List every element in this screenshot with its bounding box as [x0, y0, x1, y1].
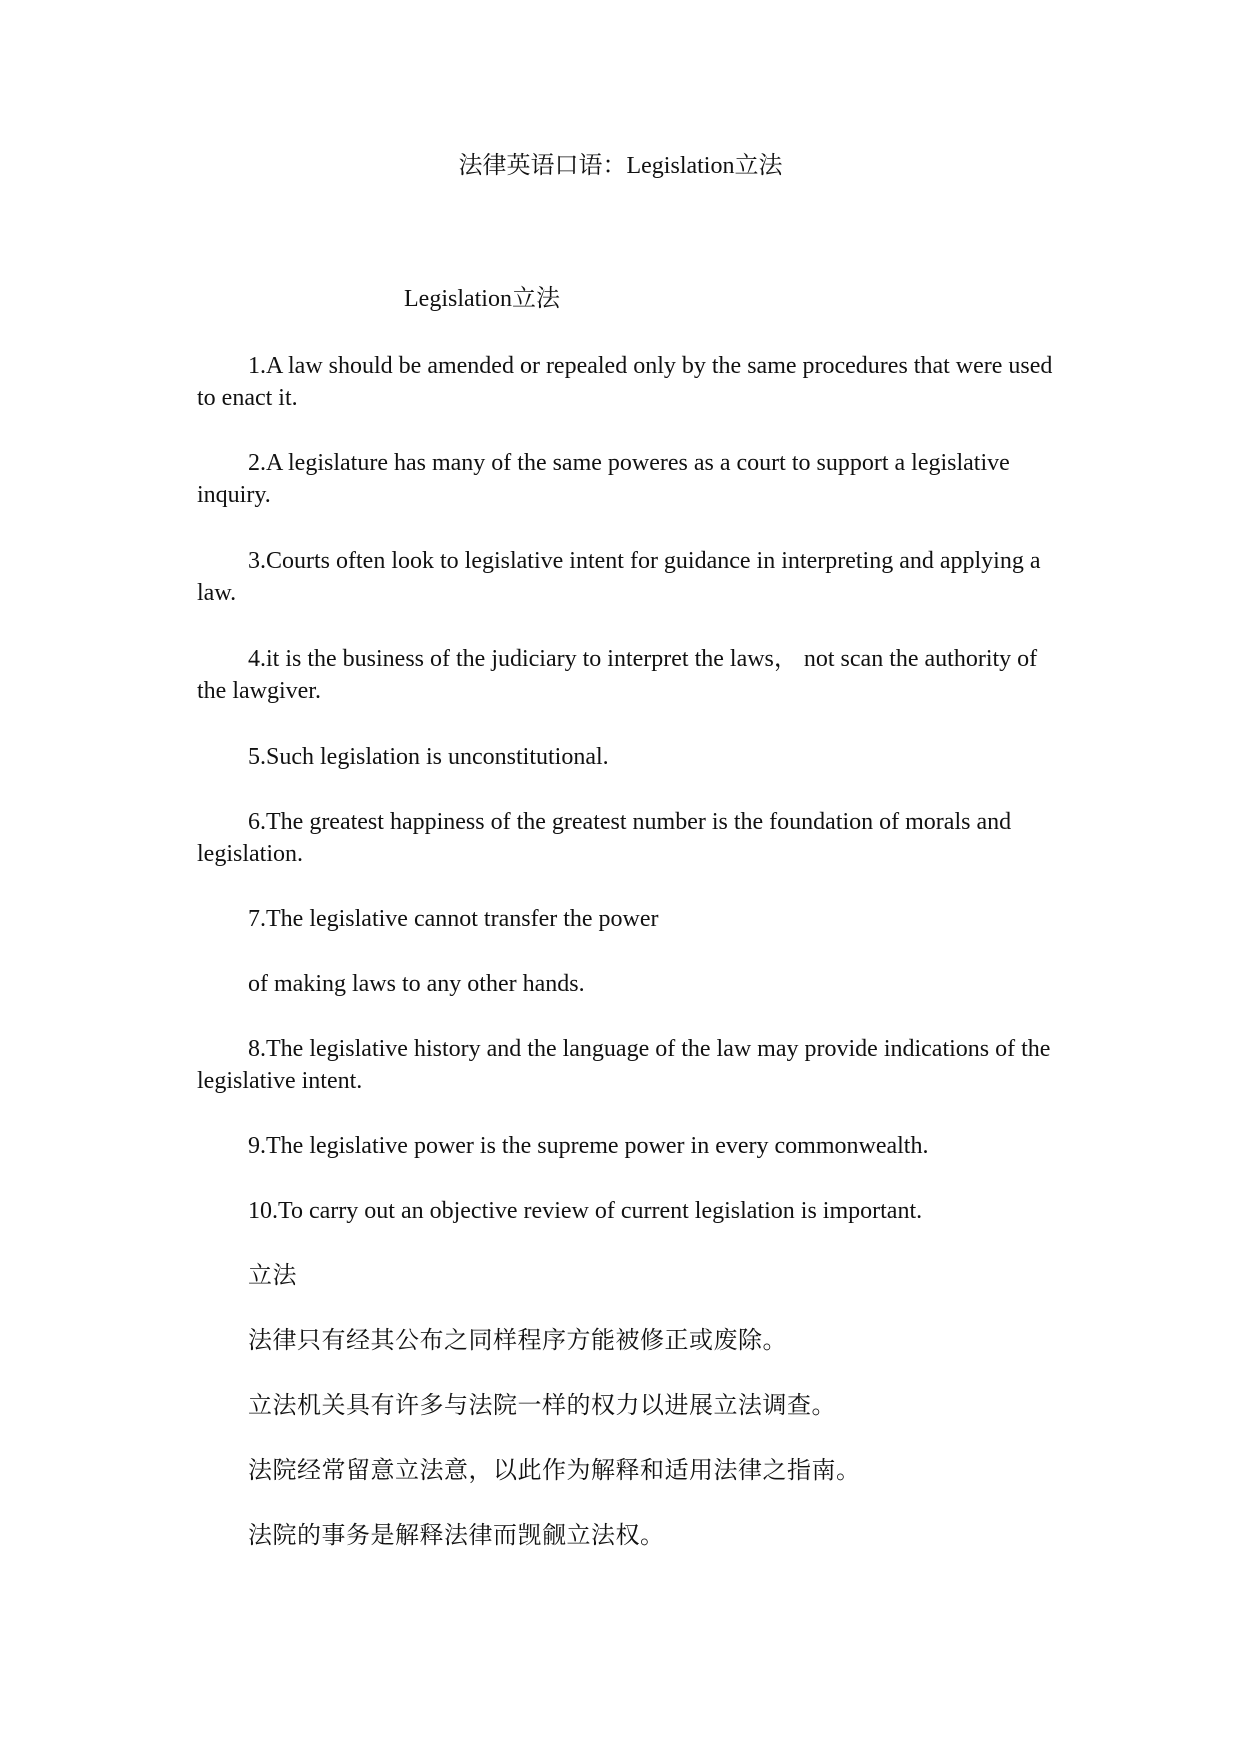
sentence-10: 10.To carry out an objective review of current legislation is important. — [248, 1198, 923, 1224]
sentence-4: 4.it is the business of the judiciary to interpret the laws， not scan the authority of the lawgiver. — [197, 646, 1038, 704]
sentence-5: 5.Such legislation is unconstitutional. — [248, 744, 609, 770]
chinese-sentence-3: 法院经常留意立法意，以此作为解释和适用法律之指南。 — [248, 1458, 861, 1484]
sentence-2: 2.A legislature has many of the same poweres as a court to support a legislative inquiry. — [197, 450, 1010, 508]
chinese-sentence-1: 法律只有经其公布之同样程序方能被修正或废除。 — [248, 1328, 787, 1354]
chinese-heading: 立法 — [248, 1263, 297, 1289]
sentence-8: 8.The legislative history and the language of the law may provide indications of the legislative intent. — [197, 1036, 1051, 1094]
document-title: 法律英语口语：Legislation立法 — [458, 153, 783, 179]
sentence-3: 3.Courts often look to legislative intent for guidance in interpreting and applying a law. — [197, 548, 1041, 606]
sentence-6: 6.The greatest happiness of the greatest number is the foundation of morals and legislation. — [197, 809, 1012, 867]
sentence-9: 9.The legislative power is the supreme power in every commonwealth. — [248, 1133, 929, 1159]
chinese-sentence-2: 立法机关具有许多与法院一样的权力以进展立法调查。 — [248, 1393, 836, 1419]
sentence-1: 1.A law should be amended or repealed only by the same procedures that were used to enact it. — [197, 353, 1053, 411]
chinese-sentence-4: 法院的事务是解释法律而觊觎立法权。 — [248, 1523, 665, 1549]
sentence-7: 7.The legislative cannot transfer the power — [248, 906, 659, 932]
sentence-7-continued: of making laws to any other hands. — [248, 971, 585, 997]
section-heading: Legislation立法 — [404, 286, 560, 312]
